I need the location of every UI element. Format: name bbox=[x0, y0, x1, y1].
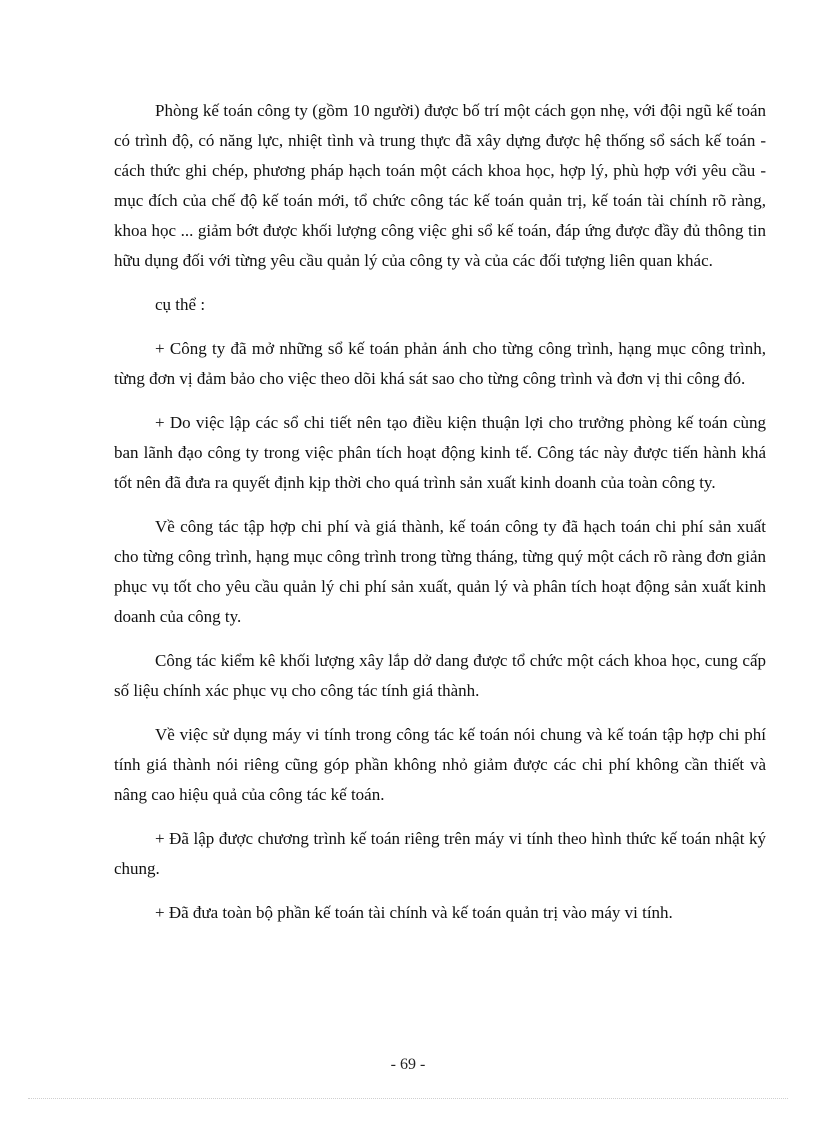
paragraph-wip-inventory: Công tác kiểm kê khối lượng xây lắp dở dang được tổ chức một cách khoa học, cung cấp số liệu chính xác phục vụ cho công tác tính giá thành. bbox=[114, 651, 766, 700]
paragraph-accounting-department: Phòng kế toán công ty (gồm 10 người) được bố trí một cách gọn nhẹ, với đội ngũ kế toán có trình độ, có năng lực, nhiệt tình và trung thực đã xây dựng được hệ thống sổ sách kế toán - cách thức ghi chép, phương pháp hạch toán một cách khoa học, hợp lý, phù hợp với yêu cầu - mục đích của chế độ kế toán mới, tổ chức công tác kế toán quản trị, kế toán tài chính rõ ràng, khoa học ... giảm bớt được khối lượng công việc ghi sổ kế toán, đáp ứng được đầy đủ thông tin hữu dụng đối với từng yêu cầu quản lý của công ty và của các đối tượng liên quan khác. bbox=[114, 101, 766, 270]
page-number: - 69 - bbox=[390, 1056, 426, 1073]
paragraph-all-accounting-computerized: + Đã đưa toàn bộ phần kế toán tài chính và kế toán quản trị vào máy vi tính. bbox=[155, 903, 673, 922]
paragraph-cost-aggregation: Về công tác tập hợp chi phí và giá thành, kế toán công ty đã hạch toán chi phí sản xuất cho từng công trình, hạng mục công trình trong từng tháng, từng quý một cách rõ ràng đơn giản phục vụ tốt cho yêu cầu quản lý chi phí sản xuất, quản lý và phân tích hoạt động sản xuất kinh doanh của công ty. bbox=[114, 517, 766, 626]
paragraph-computer-use: Về việc sử dụng máy vi tính trong công tác kế toán nói chung và kế toán tập hợp chi phí tính giá thành nói riêng cũng góp phần không nhỏ giảm được các chi phí không cần thiết và nâng cao hiệu quả của công tác kế toán. bbox=[114, 725, 766, 804]
paragraph-ledgers-per-project: + Công ty đã mở những sổ kế toán phản ánh cho từng công trình, hạng mục công trình, từng đơn vị đảm bảo cho việc theo dõi khá sát sao cho từng công trình và đơn vị thi công đó. bbox=[114, 339, 766, 388]
paragraph-specifically: cụ thể : bbox=[155, 295, 206, 314]
page-body bbox=[114, 96, 766, 942]
paragraph-detail-books: + Do việc lập các sổ chi tiết nên tạo điều kiện thuận lợi cho trưởng phòng kế toán cùng ban lãnh đạo công ty trong việc phân tích hoạt động kinh tế. Công tác này được tiến hành khá tốt nên đã đưa ra quyết định kịp thời cho quá trình sản xuất kinh doanh của toàn công ty. bbox=[114, 413, 766, 492]
paragraph-accounting-program: + Đã lập được chương trình kế toán riêng trên máy vi tính theo hình thức kế toán nhật ký chung. bbox=[114, 829, 766, 878]
footer-divider bbox=[28, 1098, 788, 1099]
